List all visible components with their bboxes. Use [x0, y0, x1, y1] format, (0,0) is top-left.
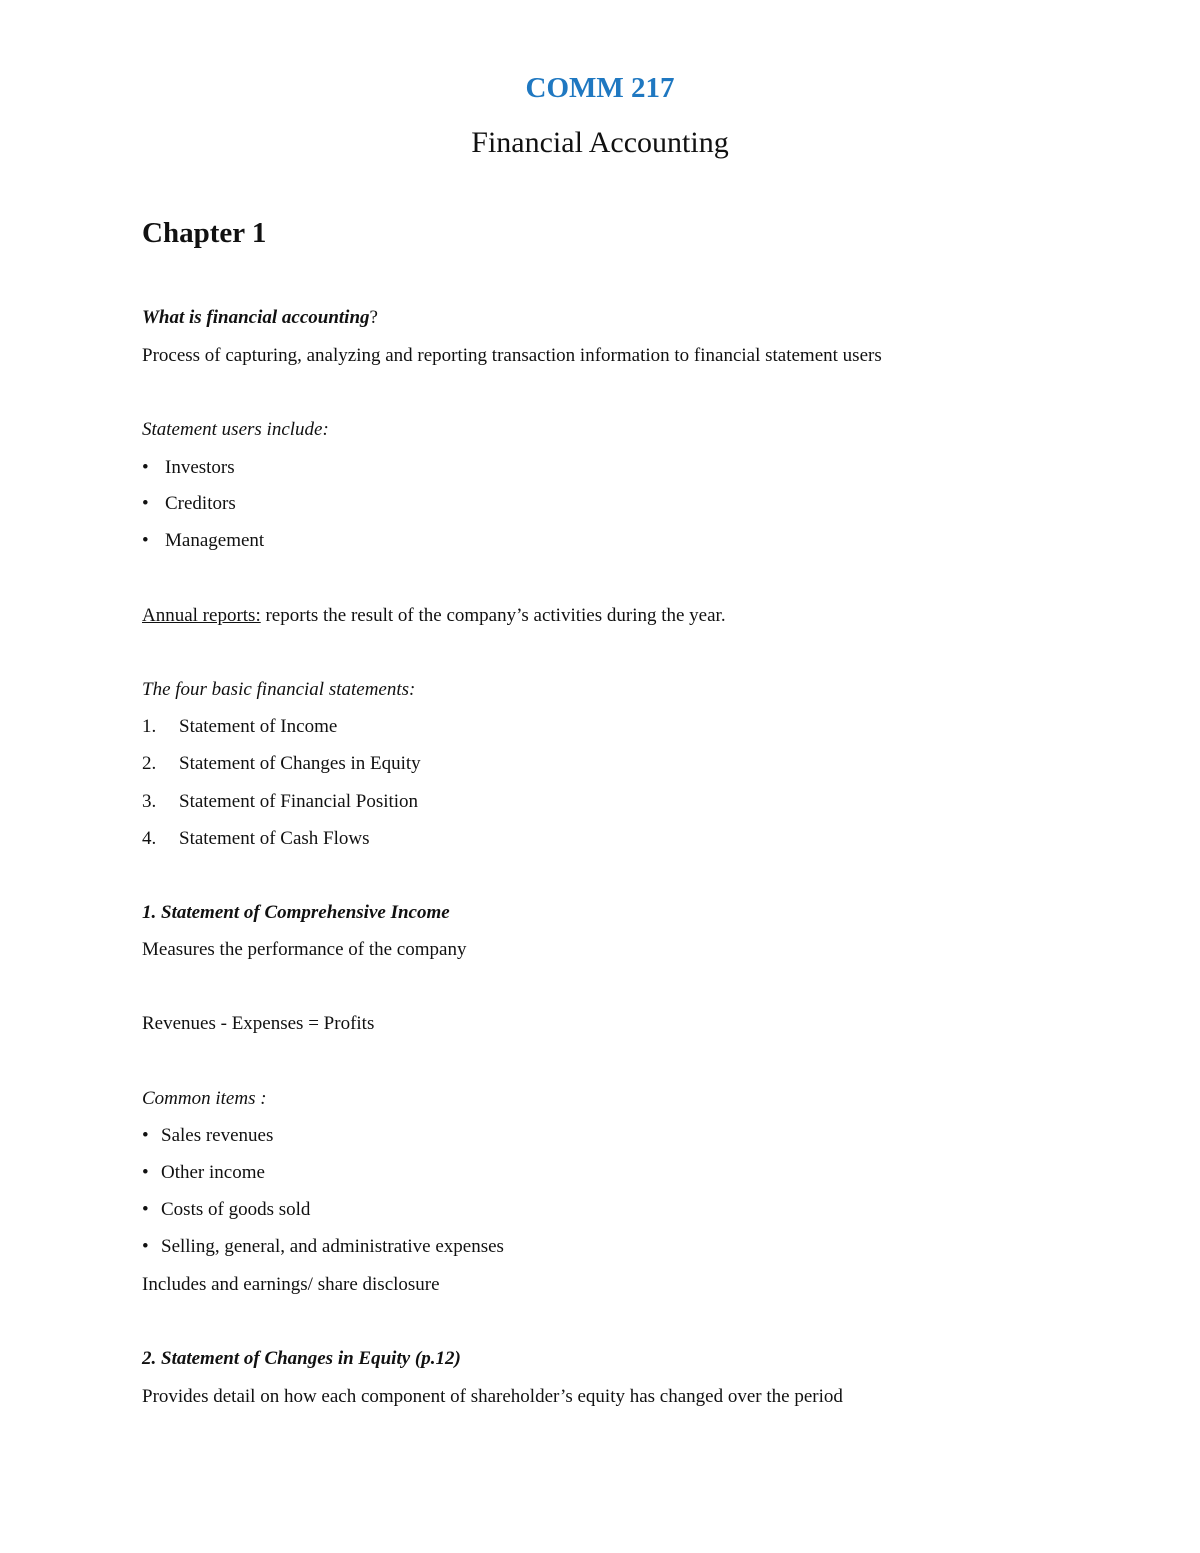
section1-heading: 1. Statement of Comprehensive Income — [142, 902, 450, 923]
bullet-icon: • — [142, 1199, 149, 1220]
list-item-label: Costs of goods sold — [161, 1199, 311, 1220]
list-item — [142, 1161, 265, 1185]
bullet-icon: • — [142, 1162, 149, 1183]
section1-description: Measures the performance of the company — [142, 939, 467, 960]
list-item-label: Management — [165, 530, 265, 551]
list-item — [142, 456, 235, 480]
item-number: 1. — [142, 716, 157, 737]
course-code: COMM 217 — [525, 72, 675, 104]
statements-heading: The four basic financial statements: — [142, 679, 416, 700]
section2-heading: 2. Statement of Changes in Equity (p.12) — [142, 1348, 461, 1369]
common-items-heading: Common items : — [142, 1088, 267, 1109]
list-item — [142, 492, 236, 516]
intro-definition: Process of capturing, analyzing and reporting transaction information to financial statement users — [142, 345, 882, 366]
list-item-label: Other income — [161, 1162, 265, 1183]
numbered-item — [142, 790, 418, 814]
intro-question-mark: ? — [369, 307, 378, 328]
list-item-label: Sales revenues — [161, 1125, 274, 1146]
item-number: 3. — [142, 791, 157, 812]
intro-question-text: What is financial accounting — [142, 307, 370, 328]
section1-formula: Revenues - Expenses = Profits — [142, 1013, 375, 1034]
list-item — [142, 1235, 504, 1259]
annual-reports-term: Annual reports: — [142, 605, 261, 626]
bullet-icon: • — [142, 493, 149, 514]
list-item — [142, 1198, 310, 1222]
list-item — [142, 1124, 273, 1148]
section2-description: Provides detail on how each component of shareholder’s equity has changed over the period — [142, 1386, 843, 1407]
annual-reports-paragraph — [142, 604, 726, 628]
item-label: Statement of Changes in Equity — [179, 753, 421, 774]
item-label: Statement of Financial Position — [179, 791, 419, 812]
users-heading: Statement users include: — [142, 419, 329, 440]
item-label: Statement of Income — [179, 716, 338, 737]
numbered-item — [142, 827, 370, 851]
annual-reports-definition: reports the result of the company’s activities during the year. — [260, 605, 726, 626]
list-item-label: Creditors — [165, 493, 236, 514]
section1-note: Includes and earnings/ share disclosure — [142, 1274, 440, 1295]
numbered-item — [142, 752, 421, 776]
item-label: Statement of Cash Flows — [179, 828, 370, 849]
list-item-label: Investors — [165, 457, 235, 478]
intro-question — [142, 306, 378, 330]
item-number: 2. — [142, 753, 157, 774]
bullet-icon: • — [142, 1125, 149, 1146]
list-item — [142, 529, 264, 553]
bullet-icon: • — [142, 1236, 149, 1257]
course-name: Financial Accounting — [471, 126, 729, 159]
bullet-icon: • — [142, 457, 149, 478]
item-number: 4. — [142, 828, 157, 849]
list-item-label: Selling, general, and administrative expenses — [161, 1236, 504, 1257]
numbered-item — [142, 715, 337, 739]
chapter-title: Chapter 1 — [142, 217, 267, 249]
bullet-icon: • — [142, 530, 149, 551]
